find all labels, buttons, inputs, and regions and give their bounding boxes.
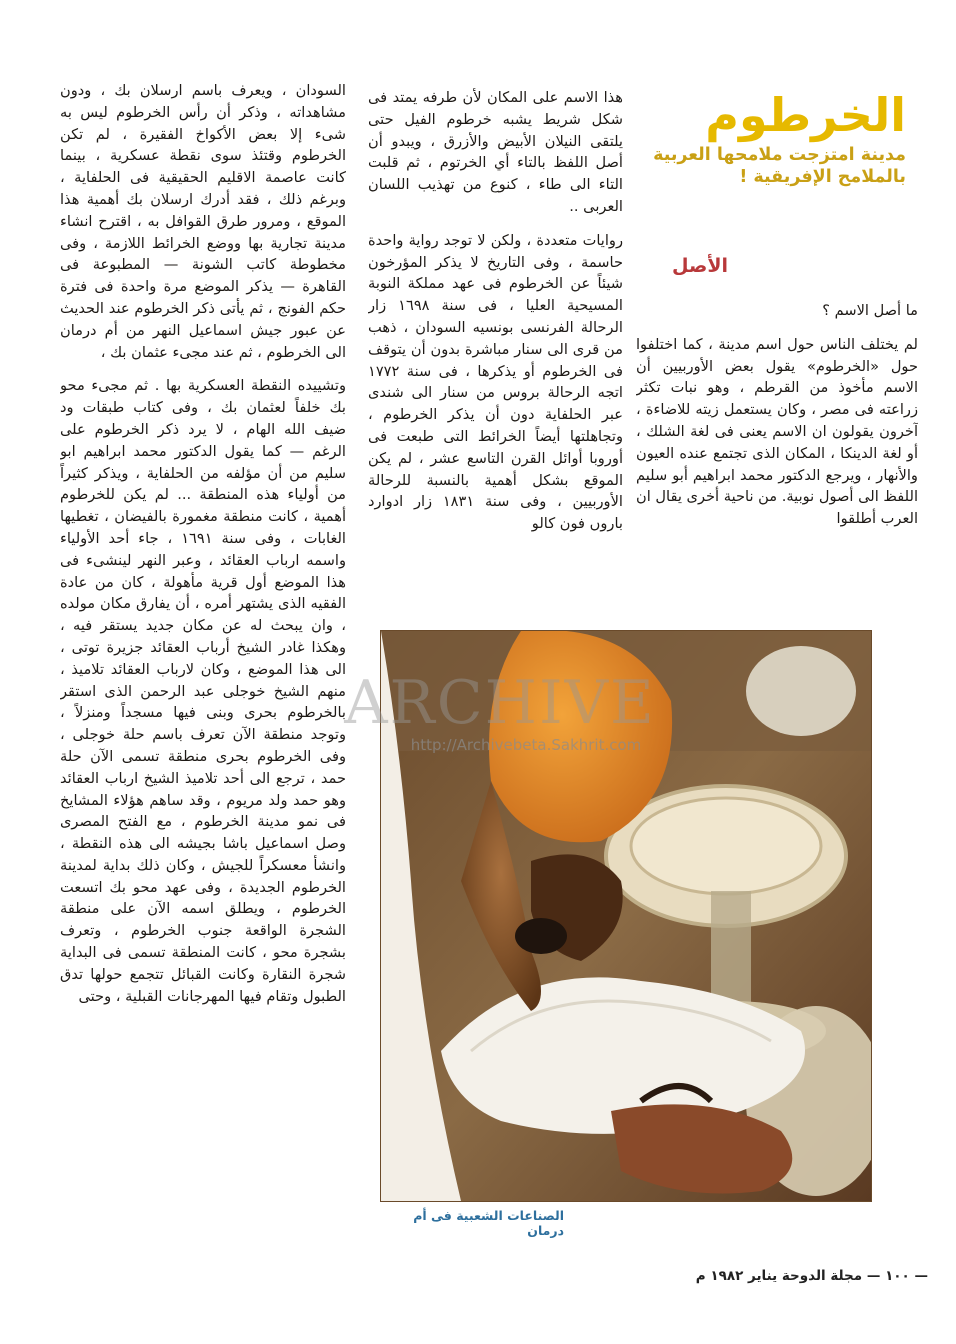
paragraph: وتشييده النقطة العسكرية بها . ثم مجىء محو بك خلفاً لعثمان بك ، وفى كتاب طبقات ود ضيف الله الهام ، لا يرد ذكر الخرطوم على الرغم — كما يقول الدكتور محمد ابراهيم ابو سليم من أن مؤلفه من الحلفاية ، ويذكر كثيراً من أولياء هذه المنطقة ... لم يكن للخرطوم أهمية ، كانت منطقة مغمورة بالفيضان ، تغطيها الغابات ، وفى سنة ١٦٩١ ، جاء أحد الأولياء واسمه ارباب العقائد ، وعبر النهر لينشىء فى هذا الموضع أول قرية مأهولة ، كان من عادة الفقيه الذى يشتهر أمره ، أن يفارق مكان مولده ، وان يبحث له عن مكان جديد يستقر فيه ، وهكذا غادر الشيخ أرباب العقائد جزيرة توتى ، الى هذا الموضع ، وكان لارباب العقائد تلاميذ ، منهم الشيخ خوجلى عبد الرحمن الذى استقر بالخرطوم بحرى وبنى فيها مسجداً ومنزلاً ، وتوجد منطقة الآن تعرف باسم حلة خوجلى ، وفى الخرطوم بحرى منطقة تسمى الآن حلة حمد ، ترجع الى أحد تلاميذ الشيخ ارباب العقائد وهو حمد ولد مريوم ، وقد ساهم هؤلاء المشايخ فى نمو مدينة الخرطوم ، مع الفتح المصرى وصل اسماعيل باشا بجيشه الى هذه النقطة ، وانشأ معسكراً للجيش ، وكان ذلك بداية لمدينة الخرطوم الجديدة ، وفى عهد محو بك اتسعت الخرطوم ، ويطلق اسمه الآن على منطقة الشجرة الواقعة جنوب الخرطوم ، وتعرف بشجرة محو ، كانت المنطقة تسمى فى البداية شجرة النقارة وكانت القبائل تتجمع حولها تدق الطبول وتقام فيها المهرجانات القبلية ، وحتى	[60, 377, 346, 1005]
text-column-middle	[368, 87, 623, 587]
section-heading: الأصل	[672, 255, 728, 277]
archive-watermark: ARCHIVE	[344, 668, 656, 738]
article-title: الخرطوم	[705, 88, 906, 142]
text-column-right	[636, 300, 918, 570]
text-column-left	[60, 80, 346, 1240]
paragraph: ما أصل الاسم ؟	[822, 302, 918, 319]
paragraph: هذا الاسم على المكان لأن طرفه يمتد فى شكل شريط يشبه خرطوم الفيل حتى يلتقى النيلان الأبيض والأزرق ، ويبدو أن أصل اللفظ بالتاء أي الخرتوم ، ثم قلبت التاء الى طاء ، كنوع من تهذيب اللسان العربى ..	[368, 89, 623, 215]
article-subtitle-line-2: بالملامح الإفريقية !	[739, 167, 906, 187]
archive-watermark-url: http://Archivebeta.Sakhrit.com	[410, 736, 642, 754]
craftsman-photo	[380, 630, 872, 1202]
craftsman-photo-illustration	[381, 631, 871, 1201]
page-footer: — ١٠٠ — مجلة الدوحة يناير ١٩٨٢ م	[695, 1268, 928, 1284]
article-title-block	[626, 88, 906, 188]
article-subtitle	[626, 144, 906, 188]
paragraph: لم يختلف الناس حول اسم مدينة ، كما اختلفوا حول «الخرطوم» يقول بعض الأوربيين أن الاسم مأخوذ من القرطم ، وهو نبات تكثر زراعته فى مصر ، وكان يستعمل زيته للاضاءة ، آخرون يقولون ان الاسم يعنى فى لغة الشلك ، أو لغة الدينكا ، المكان الذى تجتمع عنده العيون والأنهار ، ويرجع الدكتور محمد ابراهيم أبو سليم اللفظ الى أصول نوبية. من ناحية أخرى يقال ان العرب أطلقوا	[636, 335, 918, 528]
article-subtitle-line-1: مدينة امتزجت ملامحها العربية	[653, 145, 906, 165]
paragraph: روايات متعددة ، ولكن لا توجد رواية واحدة حاسمة ، وفى التاريخ لا يذكر المؤرخون شيئاً عن الخرطوم فى عهد مملكة النوبة المسيحية العليا ، فى سنة ١٦٩٨ زار الرحالة الفرنسى بونسيه السودان ، ذهب من قرى الى سنار مباشرة بدون أن يتوقف فى الخرطوم أو يذكرها ، فى سنة ١٧٧٢ اتجه الرحالة بروس من سنار الى شندى عبر الحلفاية دون أن يذكر الخرطوم ، وتجاهلتها أيضاً الخرائط التى طبعت فى أوروبا أوائل القرن التاسع عشر ، لم يكن الموقع بشكل أهمية بالنسبة للرحالة الأوربيين ، وفى سنة ١٨٣١ زار ادوارد باروں فون كالو	[368, 231, 623, 533]
paragraph: السودان ، ويعرف باسم ارسلان بك ، ودون مشاهداته ، وذكر أن رأس الخرطوم ليس به شىء إلا بعض الأكواخ الفقيرة ، لم تكن الخرطوم وقتئذ سوى نقطة عسكرية ، بينما كانت عاصمة الاقليم الحقيقية فى الحلفاية ، وبرغم ذلك ، فقد أدرك ارسلان بك أهمية هذا الموقع ، ومرور طرق القوافل به ، اقترح انشاء مدينة تجارية بها ووضع الخرائط اللازمة ، وفى مخطوطة كاتب الشونة — المطبوعة فى القاهرة — يذكر الموضع مرة واحدة فى فترة حكم الفونج ، ثم يأتى ذكر الخرطوم عند الحديث عن عبور جيش اسماعيل النهر من أم درمان الى الخرطوم ، ثم عند مجىء عثمان بك ،	[60, 82, 346, 361]
photo-caption: الصناعات الشعبية فى أم درمان	[413, 1208, 564, 1238]
